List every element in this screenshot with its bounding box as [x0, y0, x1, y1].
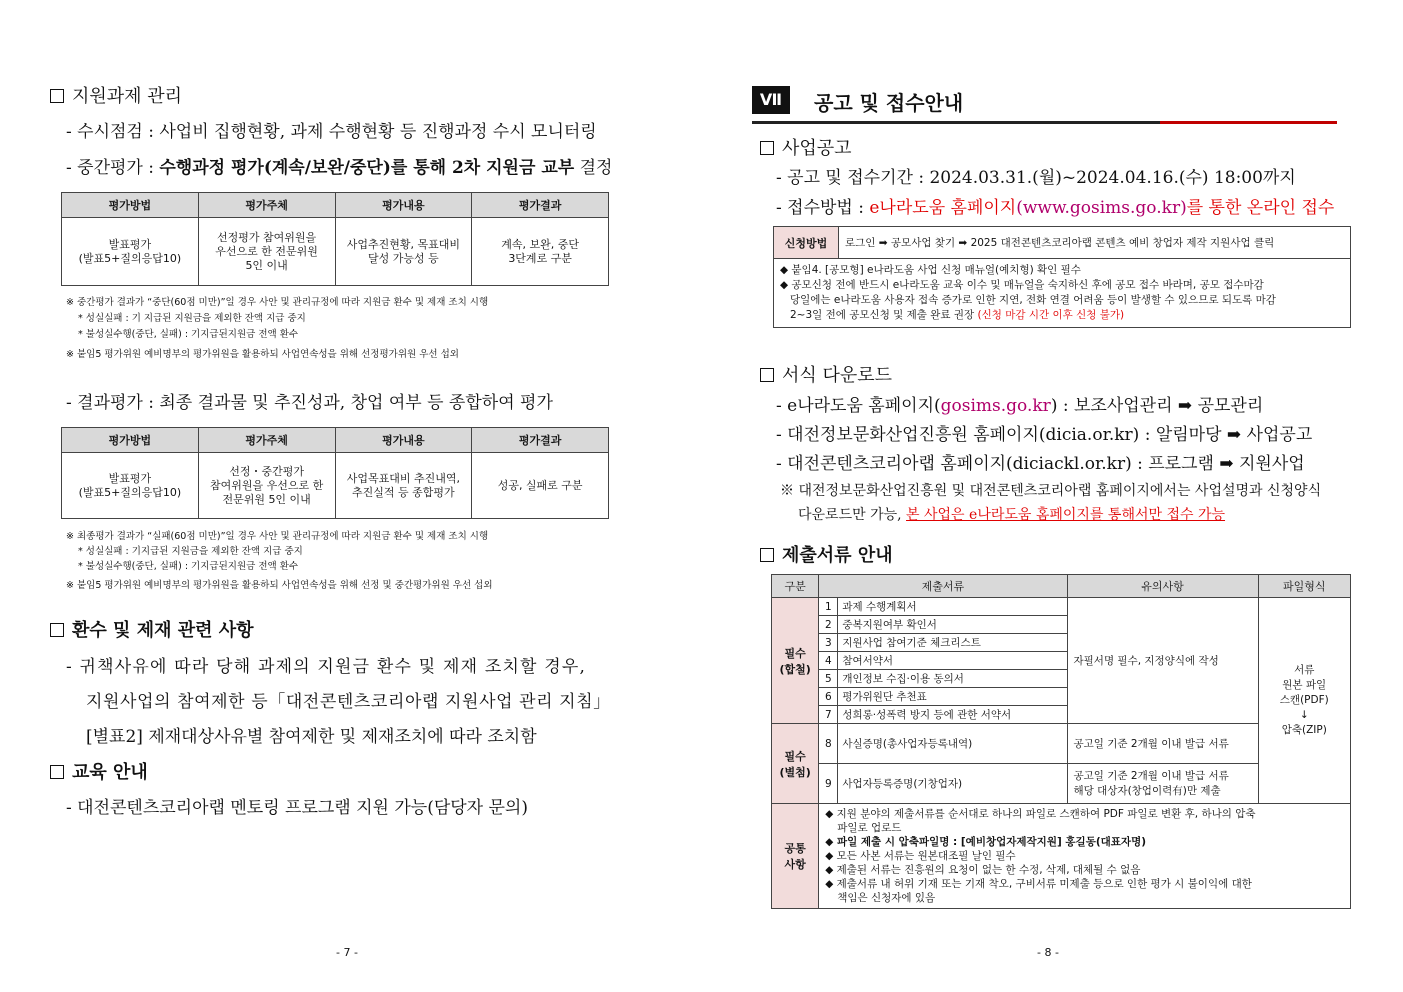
doc-item: 평가위원단 추천표	[838, 688, 1067, 706]
checkbox-icon	[50, 89, 64, 103]
doc-note: 자필서명 필수, 지정양식에 작성	[1067, 598, 1258, 724]
section-title: 제출서류 안내	[782, 545, 893, 566]
page-7	[0, 0, 700, 992]
doc-item: 사실증명(총사업자등록내역)	[838, 724, 1067, 764]
doc-item: 개인정보 수집·이용 동의서	[838, 670, 1067, 688]
chapter-badge: Ⅶ	[752, 86, 790, 114]
section-title: 환수 및 제재 관련 사항	[72, 620, 254, 641]
method-line: - 접수방법 : e나라도움 홈페이지(www.gosims.go.kr)를 통한 온라인 접수	[776, 198, 1335, 218]
cell-method: 발표평가 (발표5+질의응답10)	[62, 218, 199, 286]
common-notes: ◆ 지원 분야의 제출서류를 순서대로 하나의 파일로 스캔하여 PDF 파일로 변환 후, 하나의 압축 파일로 업로드 ◆ 파일 제출 시 압축파일명 : [예비창업자제작지원] 홍길동(대표자명) ◆ 모든 사본 서류는 원본대조필 날인 필수 ◆ 제출된 서류는 진흥원의 요청이 없는 한 수정, 삭제, 대체될 수 없음 ◆ 제출서류 내 허위 기재 또는 기재 착오, 구비서류 미제출 등으로 인한 평가 시 불이익에 대한 책임은 신청자에 있음	[819, 804, 1351, 909]
apply-label: 신청방법	[774, 227, 839, 259]
download-note-2: 다운로드만 가능, 본 사업은 e나라도움 홈페이지를 통해서만 접수 가능	[798, 507, 1226, 523]
doc-number: 6	[819, 688, 838, 706]
period-line: - 공고 및 접수기간 : 2024.03.31.(월)~2024.04.16.(수) 18:00까지	[776, 168, 1296, 188]
section-title: 교육 안내	[72, 762, 148, 783]
group-required-bound: 필수 (합철)	[772, 598, 819, 724]
doc-number: 4	[819, 652, 838, 670]
doc-number: 9	[819, 764, 838, 804]
section-support-management	[50, 82, 182, 108]
th-method: 평가방법	[62, 428, 199, 453]
doc-number: 3	[819, 634, 838, 652]
note: * 불성실수행(중단, 실패) : 기지급된지원금 전액 환수	[78, 561, 299, 572]
th-result: 평가결과	[472, 193, 609, 218]
page-number: - 7 -	[336, 946, 358, 959]
note: ※ 붙임5 평가위원 예비명부의 평가위원을 활용하되 사업연속성을 위해 선정평가위원 우선 섭외	[66, 349, 459, 360]
apply-steps: 로그인 ➡ 공모사업 찾기 ➡ 2025 대전콘텐츠코리아랩 콘텐츠 예비 창업자 제작 지원사업 클릭	[839, 227, 1351, 259]
cell-content: 사업목표대비 추진내역, 추진실적 등 종합평가	[335, 453, 472, 519]
doc-item: 과제 수행계획서	[838, 598, 1067, 616]
interim-eval-line: - 중간평가 : 수행과정 평가(계속/보완/중단)를 통해 2차 지원금 교부 결정	[66, 158, 613, 178]
section-education	[50, 758, 148, 784]
doc-item: 참여서약서	[838, 652, 1067, 670]
file-format: 서류 원본 파일 스캔(PDF) ↓ 압축(ZIP)	[1258, 598, 1351, 804]
th-subject: 평가주체	[198, 193, 335, 218]
interim-eval-table	[61, 192, 609, 286]
note: ※ 중간평가 결과가 “중단(60점 미만)”일 경우 사안 및 관리규정에 따라 지원금 환수 및 제재 조치 시행	[66, 297, 489, 308]
section-form-download	[760, 361, 892, 387]
sanction-line-2: 지원사업의 참여제한 등「대전콘텐츠코리아랩 지원사업 관리 지침」	[86, 692, 611, 712]
apply-notes: ◆ 붙임4. [공모형] e나라도움 사업 신청 매뉴얼(예치형) 확인 필수 ◆ 공모신청 전에 반드시 e나라도움 교육 이수 및 매뉴얼을 숙지하신 후에 공모 접수 바라며, 공모 접수마감 당일에는 e나라도움 사용자 접속 증가로 인한 지연, 전화 연결 어려움 등이 발생할 수 있으므로 되도록 마감 2~3일 전에 공모신청 및 제출 완료 권장 (신청 마감 시간 이후 신청 불가)	[774, 259, 1351, 328]
th-format: 파일형식	[1258, 575, 1351, 598]
note: ※ 최종평가 결과가 “실패(60점 미만)”일 경우 사안 및 관리규정에 따라 지원금 환수 및 제재 조치 시행	[66, 531, 489, 542]
section-submission-docs	[760, 541, 893, 567]
doc-item: 사업자등록증명(기창업자)	[838, 764, 1067, 804]
doc-number: 5	[819, 670, 838, 688]
section-title: 서식 다운로드	[782, 365, 893, 386]
doc-item: 중복지원여부 확인서	[838, 616, 1067, 634]
doc-item: 지원사업 참여기준 체크리스트	[838, 634, 1067, 652]
sanction-line-1: - 귀책사유에 따라 당해 과제의 지원금 환수 및 제재 조치할 경우,	[66, 657, 587, 677]
cell-method: 발표평가 (발표5+질의응답10)	[62, 453, 199, 519]
cell-result: 성공, 실패로 구분	[472, 453, 609, 519]
gosims-link[interactable]: (www.gosims.go.kr)	[1016, 198, 1187, 218]
cell-content: 사업추진현황, 목표대비 달성 가능성 등	[335, 218, 472, 286]
group-required-attached: 필수 (별첨)	[772, 724, 819, 804]
th-result: 평가결과	[472, 428, 609, 453]
chapter-title: 공고 및 접수안내	[814, 91, 964, 115]
th-subject: 평가주체	[198, 428, 335, 453]
education-line: - 대전콘텐츠코리아랩 멘토링 프로그램 지원 가능(담당자 문의)	[66, 798, 528, 818]
download-line-3: - 대전콘텐츠코리아랩 홈페이지(diciackl.or.kr) : 프로그램 ➡ 지원사업	[776, 454, 1305, 474]
checkbox-icon	[760, 368, 774, 382]
th-document: 제출서류	[819, 575, 1067, 598]
download-line-1: - e나라도움 홈페이지(gosims.go.kr) : 보조사업관리 ➡ 공모관리	[776, 396, 1264, 416]
monitoring-line: - 수시점검 : 사업비 집행현황, 과제 수행현황 등 진행과정 수시 모니터링	[66, 122, 597, 142]
doc-item: 성희롱·성폭력 방지 등에 관한 서약서	[838, 706, 1067, 724]
chapter-rule-accent	[1160, 121, 1337, 124]
doc-number: 1	[819, 598, 838, 616]
th-category: 구분	[772, 575, 819, 598]
note: * 성실실패 : 기지급된 지원금을 제외한 잔액 지급 중지	[78, 546, 303, 557]
th-method: 평가방법	[62, 193, 199, 218]
submission-docs-table	[771, 574, 1351, 909]
checkbox-icon	[760, 548, 774, 562]
cell-subject: 선정・중간평가 참여위원을 우선으로 한 전문위원 5인 이내	[198, 453, 335, 519]
th-note: 유의사항	[1067, 575, 1258, 598]
doc-note: 공고일 기준 2개월 이내 발급 서류 해당 대상자(창업이력有)만 제출	[1067, 764, 1258, 804]
doc-number: 7	[819, 706, 838, 724]
group-common: 공통 사항	[772, 804, 819, 909]
apply-method-table	[773, 226, 1351, 328]
checkbox-icon	[50, 765, 64, 779]
section-recovery-sanction	[50, 616, 254, 642]
final-eval-table	[61, 427, 609, 519]
cell-result: 계속, 보완, 중단 3단계로 구분	[472, 218, 609, 286]
sanction-line-3: [별표2] 제재대상사유별 참여제한 및 제재조치에 따라 조치함	[86, 727, 537, 747]
page-number: - 8 -	[1037, 946, 1059, 959]
doc-number: 8	[819, 724, 838, 764]
final-eval-line: - 결과평가 : 최종 결과물 및 추진성과, 창업 여부 등 종합하여 평가	[66, 393, 553, 413]
doc-number: 2	[819, 616, 838, 634]
section-title: 지원과제 관리	[72, 86, 183, 107]
th-content: 평가내용	[335, 428, 472, 453]
section-announcement	[760, 134, 852, 160]
cell-subject: 선정평가 참여위원을 우선으로 한 전문위원 5인 이내	[198, 218, 335, 286]
gosims-link[interactable]: gosims.go.kr	[940, 396, 1051, 416]
download-note-1: ※ 대전정보문화산업진흥원 및 대전콘텐츠코리아랩 홈페이지에서는 사업설명과 신청양식	[780, 483, 1322, 499]
doc-note: 공고일 기준 2개월 이내 발급 서류	[1067, 724, 1258, 764]
note: * 성실실패 : 기 지급된 지원금을 제외한 잔액 지급 중지	[78, 313, 306, 324]
checkbox-icon	[50, 623, 64, 637]
download-line-2: - 대전정보문화산업진흥원 홈페이지(dicia.or.kr) : 알림마당 ➡ 사업공고	[776, 425, 1313, 445]
th-content: 평가내용	[335, 193, 472, 218]
page-8	[700, 0, 1403, 992]
note: ※ 붙임5 평가위원 예비명부의 평가위원을 활용하되 사업연속성을 위해 선정 및 중간평가위원 우선 섭외	[66, 580, 493, 591]
section-title: 사업공고	[782, 138, 852, 159]
checkbox-icon	[760, 141, 774, 155]
note: * 불성실수행(중단, 실패) : 기지급된지원금 전액 환수	[78, 329, 299, 340]
